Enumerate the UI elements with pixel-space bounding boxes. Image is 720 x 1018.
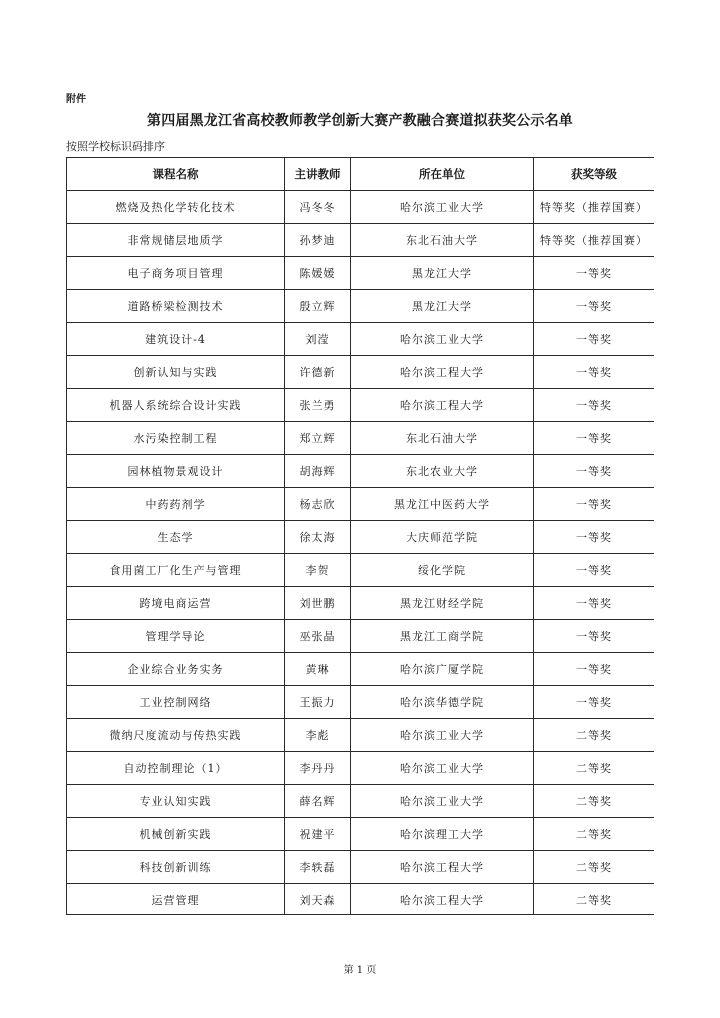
award-level-cell: 一等奖 — [534, 653, 655, 686]
unit-cell: 哈尔滨工业大学 — [351, 752, 534, 785]
table-header-row — [67, 158, 655, 191]
award-level-cell: 一等奖 — [534, 290, 655, 323]
course-name-cell: 科技创新训练 — [67, 851, 285, 884]
unit-cell: 哈尔滨广厦学院 — [351, 653, 534, 686]
award-table-container — [66, 157, 654, 915]
award-level-cell: 特等奖（推荐国赛） — [534, 191, 655, 224]
document-title: 第四届黑龙江省高校教师教学创新大赛产教融合赛道拟获奖公示名单 — [147, 113, 573, 129]
unit-cell: 哈尔滨华德学院 — [351, 686, 534, 719]
unit-cell: 哈尔滨工业大学 — [351, 719, 534, 752]
unit-cell: 哈尔滨工程大学 — [351, 851, 534, 884]
table-body — [67, 191, 655, 916]
award-level-cell: 一等奖 — [534, 257, 655, 290]
unit-cell: 哈尔滨工业大学 — [351, 323, 534, 356]
course-name-cell: 微纳尺度流动与传热实践 — [67, 719, 285, 752]
award-level-cell: 二等奖 — [534, 785, 655, 818]
teacher-cell: 薛名辉 — [285, 785, 351, 818]
award-level-cell: 一等奖 — [534, 686, 655, 719]
teacher-cell: 巫张晶 — [285, 620, 351, 653]
teacher-cell: 许德新 — [285, 356, 351, 389]
teacher-cell: 胡海辉 — [285, 455, 351, 488]
course-name-cell: 创新认知与实践 — [67, 356, 285, 389]
table-row — [67, 521, 655, 554]
table-row — [67, 389, 655, 422]
course-name-cell: 运营管理 — [67, 884, 285, 916]
unit-cell: 黑龙江财经学院 — [351, 587, 534, 620]
award-level-cell: 一等奖 — [534, 389, 655, 422]
unit-cell: 黑龙江大学 — [351, 290, 534, 323]
unit-cell: 东北农业大学 — [351, 455, 534, 488]
teacher-cell: 李丹丹 — [285, 752, 351, 785]
award-level-cell: 一等奖 — [534, 356, 655, 389]
teacher-cell: 杨志欣 — [285, 488, 351, 521]
award-level-cell: 二等奖 — [534, 818, 655, 851]
course-name-cell: 非常规储层地质学 — [67, 224, 285, 257]
award-level-cell: 二等奖 — [534, 884, 655, 916]
course-name-cell: 机器人系统综合设计实践 — [67, 389, 285, 422]
teacher-cell: 黄琳 — [285, 653, 351, 686]
sort-note: 按照学校标识码排序 — [66, 140, 165, 153]
teacher-cell: 刘滢 — [285, 323, 351, 356]
award-table — [66, 157, 654, 915]
award-level-cell: 一等奖 — [534, 521, 655, 554]
attachment-label: 附件 — [66, 94, 86, 105]
award-level-cell: 一等奖 — [534, 488, 655, 521]
table-row — [67, 785, 655, 818]
course-name-cell: 水污染控制工程 — [67, 422, 285, 455]
table-row — [67, 455, 655, 488]
course-name-cell: 企业综合业务实务 — [67, 653, 285, 686]
unit-cell: 绥化学院 — [351, 554, 534, 587]
course-name-cell: 专业认知实践 — [67, 785, 285, 818]
course-name-cell: 建筑设计-4 — [67, 323, 285, 356]
teacher-cell: 徐太海 — [285, 521, 351, 554]
unit-cell: 哈尔滨工业大学 — [351, 785, 534, 818]
teacher-cell: 刘世鹏 — [285, 587, 351, 620]
table-row — [67, 851, 655, 884]
unit-cell: 哈尔滨理工大学 — [351, 818, 534, 851]
unit-cell: 大庆师范学院 — [351, 521, 534, 554]
course-name-cell: 中药药剂学 — [67, 488, 285, 521]
table-row — [67, 884, 655, 916]
unit-cell: 东北石油大学 — [351, 224, 534, 257]
teacher-cell: 刘天森 — [285, 884, 351, 916]
table-row — [67, 323, 655, 356]
column-header-teacher: 主讲教师 — [285, 158, 351, 191]
page-number: 第 1 页 — [343, 965, 377, 976]
course-name-cell: 机械创新实践 — [67, 818, 285, 851]
table-row — [67, 257, 655, 290]
table-row — [67, 719, 655, 752]
column-header-unit: 所在单位 — [351, 158, 534, 191]
table-row — [67, 752, 655, 785]
course-name-cell: 工业控制网络 — [67, 686, 285, 719]
unit-cell: 哈尔滨工程大学 — [351, 389, 534, 422]
award-level-cell: 一等奖 — [534, 620, 655, 653]
award-level-cell: 一等奖 — [534, 587, 655, 620]
teacher-cell: 王振力 — [285, 686, 351, 719]
course-name-cell: 自动控制理论（1） — [67, 752, 285, 785]
table-row — [67, 191, 655, 224]
unit-cell: 黑龙江工商学院 — [351, 620, 534, 653]
column-header-award: 获奖等级 — [534, 158, 655, 191]
table-row — [67, 653, 655, 686]
unit-cell: 黑龙江大学 — [351, 257, 534, 290]
award-level-cell: 二等奖 — [534, 851, 655, 884]
unit-cell: 黑龙江中医药大学 — [351, 488, 534, 521]
course-name-cell: 道路桥梁检测技术 — [67, 290, 285, 323]
table-row — [67, 488, 655, 521]
teacher-cell: 殷立辉 — [285, 290, 351, 323]
column-header-course: 课程名称 — [67, 158, 285, 191]
award-level-cell: 特等奖（推荐国赛） — [534, 224, 655, 257]
unit-cell: 哈尔滨工业大学 — [351, 191, 534, 224]
award-level-cell: 一等奖 — [534, 455, 655, 488]
teacher-cell: 张兰勇 — [285, 389, 351, 422]
table-row — [67, 554, 655, 587]
course-name-cell: 园林植物景观设计 — [67, 455, 285, 488]
teacher-cell: 李彪 — [285, 719, 351, 752]
table-row — [67, 224, 655, 257]
award-level-cell: 一等奖 — [534, 554, 655, 587]
course-name-cell: 电子商务项目管理 — [67, 257, 285, 290]
teacher-cell: 陈媛媛 — [285, 257, 351, 290]
teacher-cell: 李轶磊 — [285, 851, 351, 884]
course-name-cell: 燃烧及热化学转化技术 — [67, 191, 285, 224]
table-row — [67, 422, 655, 455]
course-name-cell: 食用菌工厂化生产与管理 — [67, 554, 285, 587]
award-level-cell: 一等奖 — [534, 323, 655, 356]
teacher-cell: 孙梦迪 — [285, 224, 351, 257]
course-name-cell: 生态学 — [67, 521, 285, 554]
award-level-cell: 二等奖 — [534, 719, 655, 752]
unit-cell: 哈尔滨工程大学 — [351, 356, 534, 389]
award-level-cell: 二等奖 — [534, 752, 655, 785]
table-row — [67, 356, 655, 389]
award-level-cell: 一等奖 — [534, 422, 655, 455]
unit-cell: 哈尔滨工程大学 — [351, 884, 534, 916]
teacher-cell: 祝建平 — [285, 818, 351, 851]
table-row — [67, 290, 655, 323]
unit-cell: 东北石油大学 — [351, 422, 534, 455]
teacher-cell: 郑立辉 — [285, 422, 351, 455]
course-name-cell: 跨境电商运营 — [67, 587, 285, 620]
table-row — [67, 686, 655, 719]
table-row — [67, 818, 655, 851]
table-row — [67, 620, 655, 653]
course-name-cell: 管理学导论 — [67, 620, 285, 653]
teacher-cell: 冯冬冬 — [285, 191, 351, 224]
table-row — [67, 587, 655, 620]
teacher-cell: 李贺 — [285, 554, 351, 587]
